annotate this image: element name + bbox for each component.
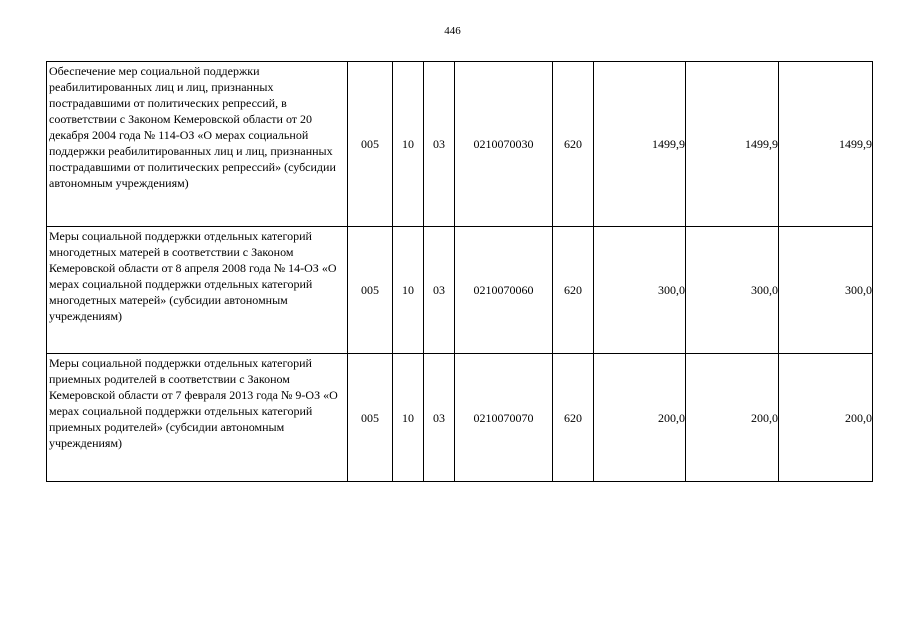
expense-name-cell: Меры социальной поддержки отдельных категорий приемных родителей в соответствии с Законом Кемеровской области от 7 февраля 2013 года № 9-ОЗ «О мерах социальной поддержки отдельных категорий приемных родителей» (субсидии автономным учреждениям)	[47, 354, 348, 482]
subsection-code-cell: 03	[424, 354, 455, 482]
table-row	[47, 62, 873, 227]
expense-type-cell: 620	[553, 227, 594, 354]
target-article-cell: 0210070070	[455, 354, 553, 482]
amount-3-cell: 1499,9	[779, 62, 873, 227]
page-number: 446	[444, 25, 461, 37]
table-row	[47, 227, 873, 354]
expense-name-cell: Меры социальной поддержки отдельных категорий многодетных матерей в соответствии с Законом Кемеровской области от 8 апреля 2008 года № 14-ОЗ «О мерах социальной поддержки отдельных категорий многодетных матерей» (субсидии автономным учреждениям)	[47, 227, 348, 354]
expense-type-cell: 620	[553, 354, 594, 482]
ministry-code-cell: 005	[348, 227, 393, 354]
ministry-code-cell: 005	[348, 62, 393, 227]
ministry-code-cell: 005	[348, 354, 393, 482]
subsection-code-cell: 03	[424, 227, 455, 354]
amount-1-cell: 300,0	[594, 227, 686, 354]
section-code-cell: 10	[393, 354, 424, 482]
amount-1-cell: 200,0	[594, 354, 686, 482]
amount-3-cell: 200,0	[779, 354, 873, 482]
target-article-cell: 0210070030	[455, 62, 553, 227]
target-article-cell: 0210070060	[455, 227, 553, 354]
amount-2-cell: 200,0	[686, 354, 779, 482]
amount-3-cell: 300,0	[779, 227, 873, 354]
amount-1-cell: 1499,9	[594, 62, 686, 227]
section-code-cell: 10	[393, 62, 424, 227]
section-code-cell: 10	[393, 227, 424, 354]
budget-table	[46, 61, 873, 482]
amount-2-cell: 1499,9	[686, 62, 779, 227]
amount-2-cell: 300,0	[686, 227, 779, 354]
expense-name-cell: Обеспечение мер социальной поддержки реабилитированных лиц и лиц, признанных пострадавшими от политических репрессий, в соответствии с Законом Кемеровской области от 20 декабря 2004 года № 114-ОЗ «О мерах социальной поддержки реабилитированных лиц и лиц, признанных пострадавшими от политических репрессий» (субсидии автономным учреждениям)	[47, 62, 348, 227]
subsection-code-cell: 03	[424, 62, 455, 227]
expense-type-cell: 620	[553, 62, 594, 227]
table-row	[47, 354, 873, 482]
